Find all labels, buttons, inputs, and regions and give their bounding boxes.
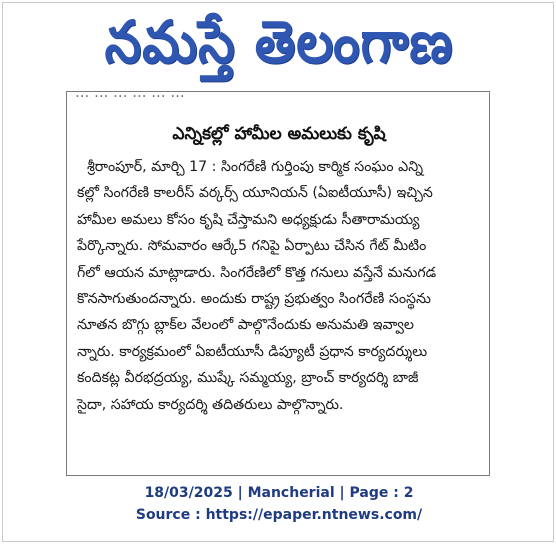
- edition-info: 18/03/2025 | Mancherial | Page : 2: [144, 485, 414, 501]
- source-link[interactable]: Source : https://epaper.ntnews.com/: [135, 507, 423, 523]
- newspaper-logo: నమస్తే తెలంగాణ: [104, 9, 454, 77]
- article-line: కల్లో సింగరేణి కాలరీస్ వర్కర్స్ యూనియన్ (ఏఐటీయూసీ) ఇచ్చిన: [77, 185, 433, 202]
- cutoff-text: ... ... ... ... ... ...: [75, 83, 185, 101]
- article-headline: ఎన్నికల్లో హామీల అమలుకు కృషి: [172, 124, 386, 144]
- article-line: పేర్కొన్నారు. సోమవారం ఆర్కే5 గనిపై ఏర్పాటు చేసిన గేట్ మీటిం: [77, 238, 427, 255]
- epaper-clipping: [2, 2, 554, 542]
- article-line: సైదా, సహాయ కార్యదర్శి తదితరులు పాల్గొన్నారు.: [77, 396, 344, 413]
- article-clip: [66, 83, 490, 476]
- article-line: కందికట్ల వీరభద్రయ్య, ముష్కే సమ్మయ్య, బ్రాంచ్ కార్యదర్శి బాజీ: [77, 370, 419, 387]
- article-line: న్నారు. కార్యక్రమంలో ఏఐటీయూసీ డిప్యూటీ ప్రధాన కార్యదర్శులు: [77, 343, 428, 360]
- article-line: నూతన బొగ్గు బ్లాక్‌ల వేలంలో పాల్గొనేందుకు అనుమతి ఇవ్వాల: [77, 317, 414, 334]
- article-line: హామీల అమలు కోసం కృషి చేస్తామని అధ్యక్షుడు సీతారామయ్య: [77, 211, 420, 228]
- article-line: గ్‌లో ఆయన మాట్లాడారు. సింగరేణిలో కొత్త గనులు వస్తేనే మనుగడ: [77, 264, 437, 281]
- article-body: [77, 154, 481, 418]
- article-line: శ్రీరాంపూర్, మార్చి 17 : సింగరేణి గుర్తింపు కార్మిక సంఘం ఎన్ని: [87, 159, 424, 175]
- article-line: కొనసాగుతుందన్నారు. అందుకు రాష్ట్ర ప్రభుత్వం సింగరేణి సంస్థను: [77, 291, 431, 308]
- masthead: [3, 3, 555, 83]
